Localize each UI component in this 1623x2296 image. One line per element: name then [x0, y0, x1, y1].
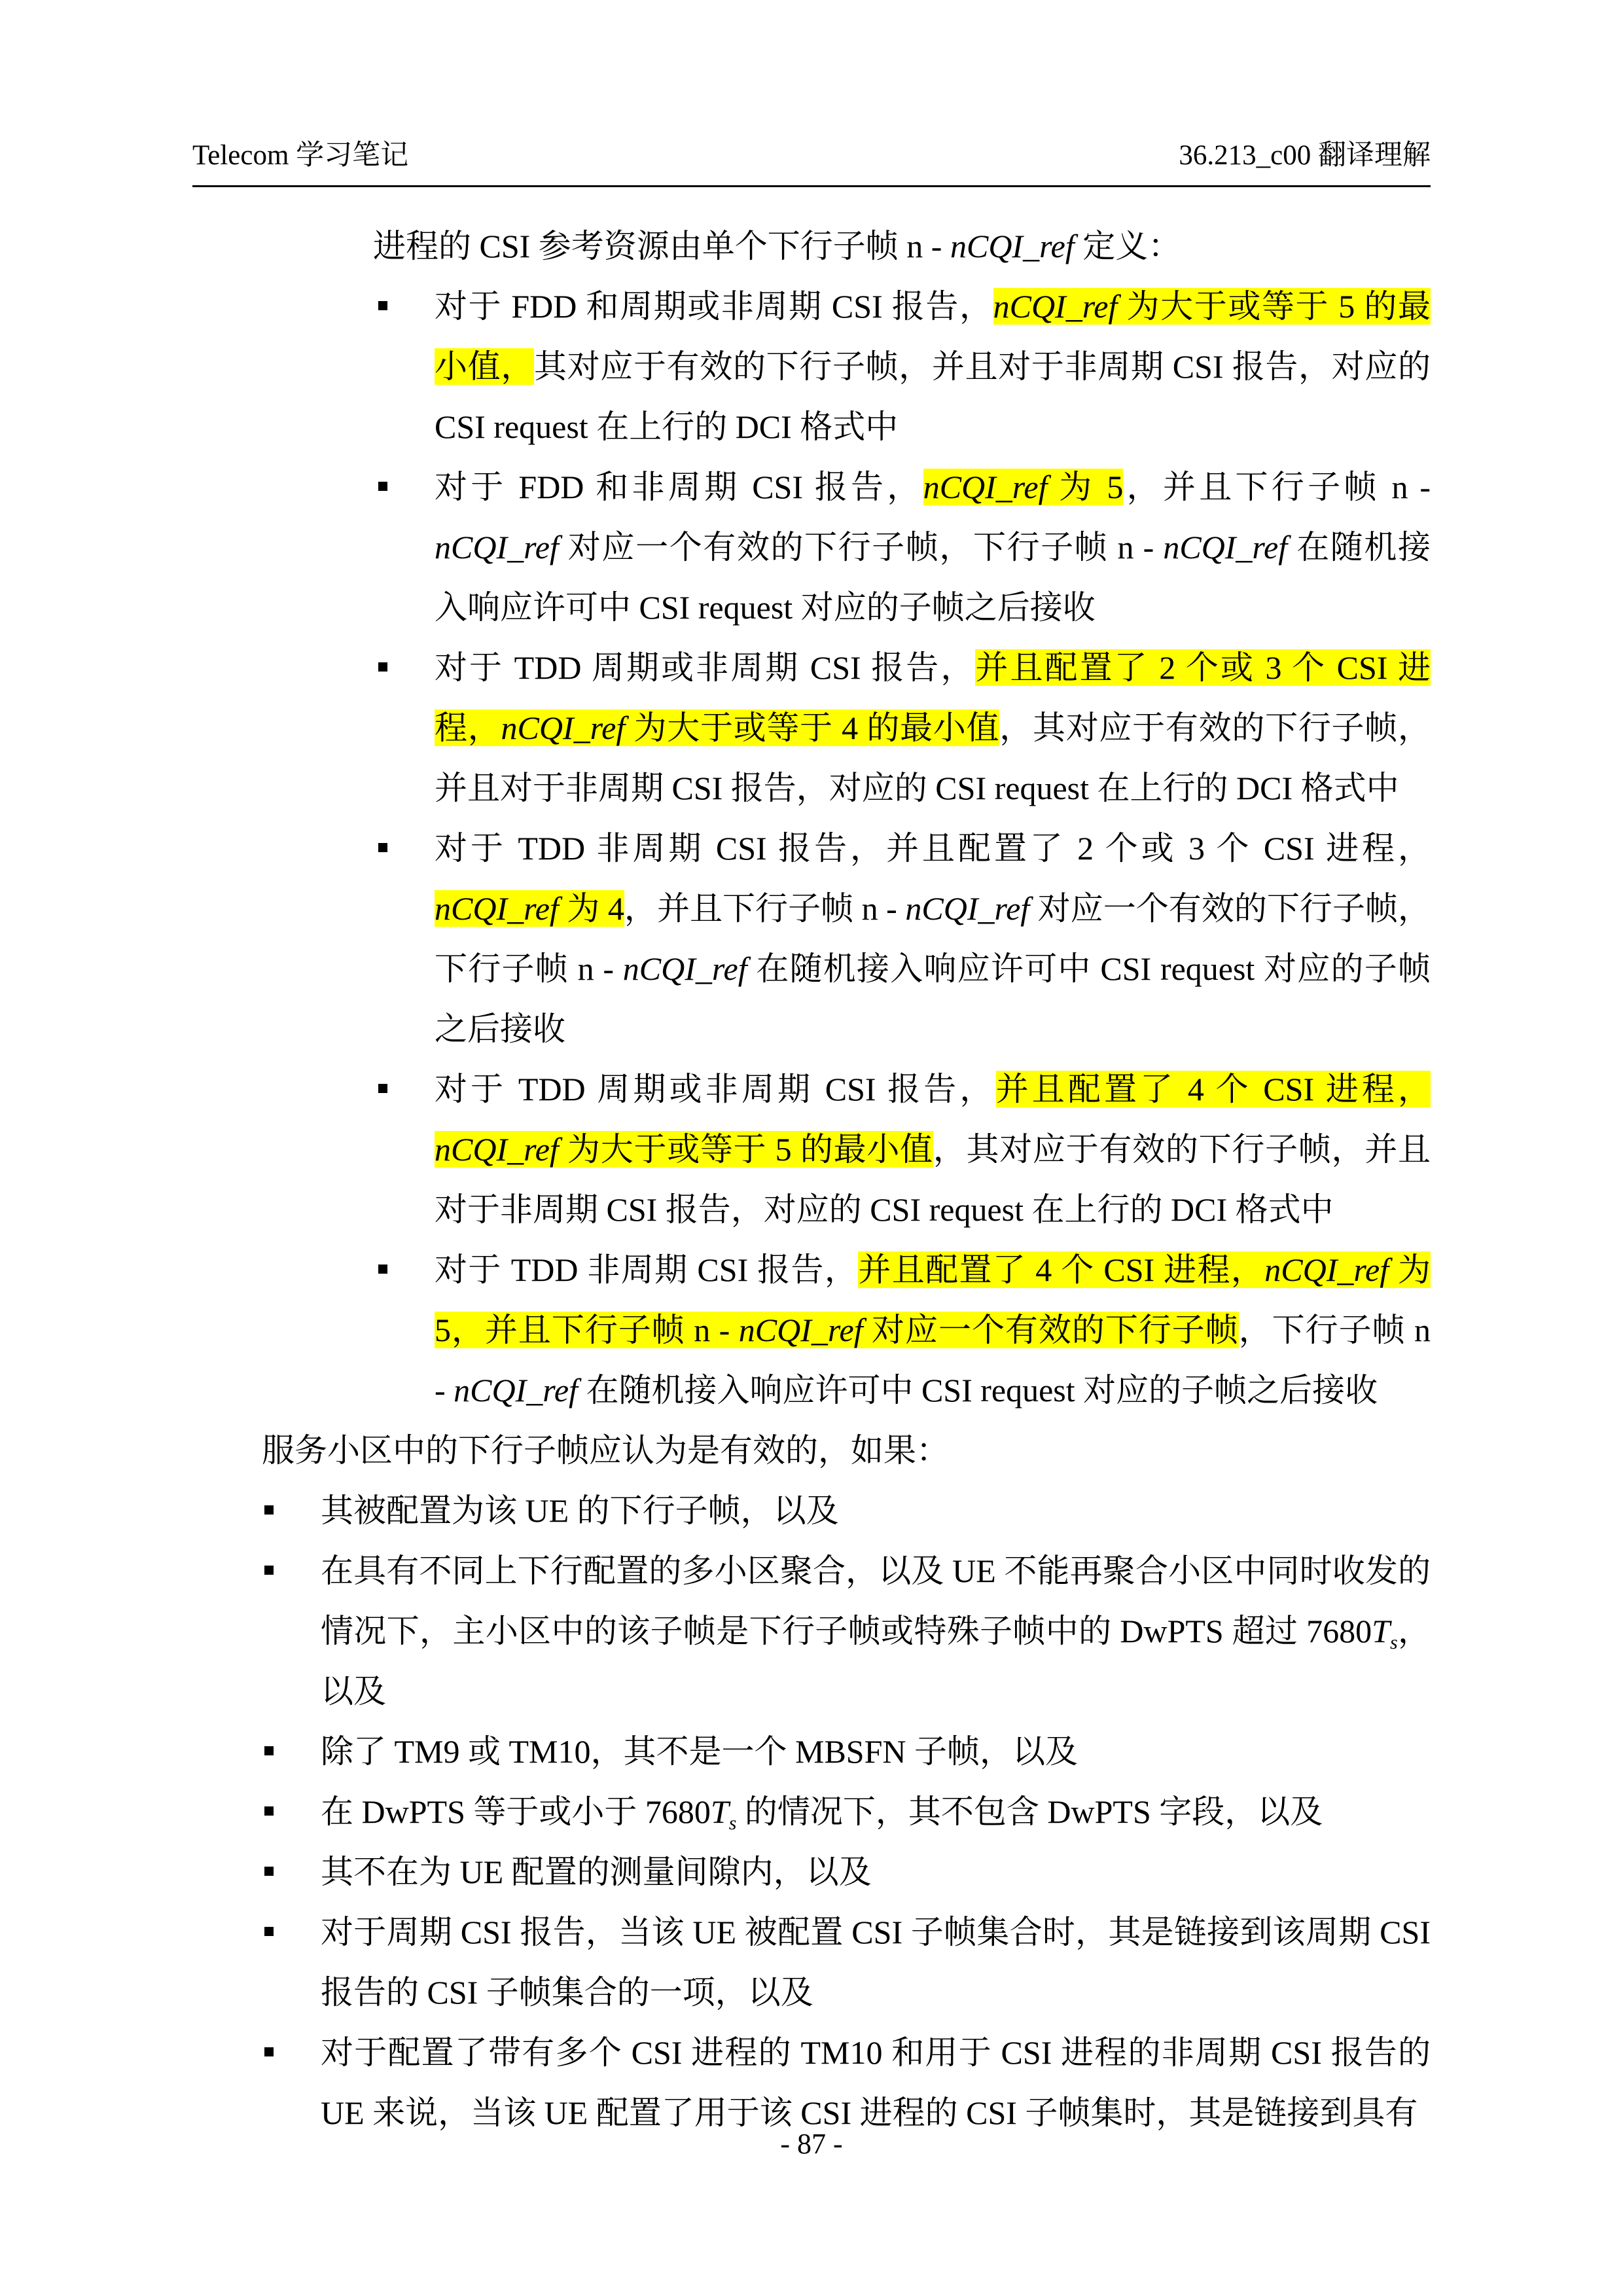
list-item [435, 818, 1431, 1059]
bullet-icon [264, 1505, 274, 1515]
list-item [435, 276, 1431, 457]
subscript: s [728, 1812, 737, 1834]
text: 对应一个有效的下行子帧，下行子帧 n - [435, 890, 1431, 987]
bullet-icon [264, 1927, 274, 1936]
text: 除了 TM9 或 TM10，其不是一个 MBSFN 子帧，以及 [321, 1733, 1079, 1770]
text: 对于 TDD 周期或非周期 CSI 报告， [435, 1071, 996, 1107]
list-item [321, 1541, 1431, 1721]
list-item [321, 2022, 1431, 2143]
text: 对于配置了带有多个 CSI 进程的 TM10 和用于 CSI 进程的非周期 CSI 报告的 UE 来说，当该 UE 配置了用于该 CSI 进程的 CSI 子帧集时，其是链接到具有 [321, 2034, 1431, 2131]
bullet-icon [378, 1084, 387, 1093]
list-item [321, 1902, 1431, 2022]
list-item [321, 1782, 1431, 1842]
header-left: Telecom 学习笔记 [192, 140, 409, 171]
intro-text: 进程的 CSI 参考资源由单个下行子帧 n - [373, 228, 950, 264]
text: 并且配置了 2 个或 3 个 CSI 进程， [435, 649, 1431, 746]
bullet-icon [264, 1746, 274, 1755]
text: ，并且下行子帧 n - [1123, 469, 1431, 505]
list-item [321, 1480, 1431, 1541]
variable: T [710, 1793, 729, 1830]
intro-paragraph [373, 216, 1431, 276]
highlight [923, 469, 1124, 505]
text: ，其对应于有效的下行子帧，并且对于非周期 CSI 报告，对应的 CSI request 在上行的 DCI 格式中 [435, 709, 1431, 806]
text: 为 5 [1047, 469, 1124, 505]
bullet-icon [378, 301, 387, 310]
variable: nCQI_ref [1264, 1251, 1389, 1288]
text: 对于 FDD 和周期或非周期 CSI 报告， [435, 288, 993, 325]
text: 对于 FDD 和非周期 CSI 报告， [435, 469, 923, 505]
variable: nCQI_ref [905, 890, 1030, 927]
variable: nCQI_ref [501, 709, 626, 746]
variable: nCQI_ref [435, 529, 559, 565]
text: 其不在为 UE 配置的测量间隙内，以及 [321, 1854, 872, 1890]
text: 为 5，并且下行子帧 n - [435, 1251, 1431, 1348]
section-intro: 服务小区中的下行子帧应认为是有效的，如果： [262, 1432, 949, 1469]
text: 在 DwPTS 等于或小于 7680 [321, 1793, 711, 1830]
page-header [192, 134, 1431, 187]
bullet-icon [264, 1867, 274, 1876]
variable: T [1372, 1613, 1390, 1649]
highlight [435, 890, 624, 927]
bullet-icon [264, 1566, 274, 1575]
text: 为大于或等于 5 的最小值 [558, 1131, 933, 1168]
bullet-icon [378, 482, 387, 491]
text: 在随机接入响应许可中 CSI request 对应的子帧之后接收 [435, 529, 1431, 626]
list-item [321, 1842, 1431, 1902]
text: 为大于或等于 5 的最小值， [435, 288, 1431, 385]
text: 其被配置为该 UE 的下行子帧，以及 [321, 1492, 839, 1529]
variable: nCQI_ref [435, 890, 559, 927]
text: 在随机接入响应许可中 CSI request 对应的子帧之后接收 [435, 950, 1431, 1047]
text: 对于 TDD 周期或非周期 CSI 报告， [435, 649, 976, 686]
text: 对于周期 CSI 报告，当该 UE 被配置 CSI 子帧集合时，其是链接到该周期 CSI 报告的 CSI 子帧集合的一项，以及 [321, 1914, 1431, 2011]
text: 为 4 [558, 890, 624, 927]
list-item [435, 1059, 1431, 1240]
text: 对于 TDD 非周期 CSI 报告，并且配置了 2 个或 3 个 CSI 进程， [435, 830, 1431, 867]
text: 对应一个有效的下行子帧 [863, 1312, 1239, 1348]
list-item [321, 1721, 1431, 1782]
text: 对应一个有效的下行子帧，下行子帧 n - [558, 529, 1164, 565]
bullet-list [262, 1480, 1431, 2143]
bullet-icon [378, 662, 387, 672]
variable: nCQI_ref [1163, 529, 1288, 565]
bullet-icon [378, 843, 387, 852]
text: 对于 TDD 非周期 CSI 报告， [435, 1251, 859, 1288]
subscript: s [1389, 1632, 1398, 1653]
text: ，并且下行子帧 n - [624, 890, 906, 927]
bullet-icon [378, 1265, 387, 1274]
text: 在具有不同上下行配置的多小区聚合，以及 UE 不能再聚合小区中同时收发的情况下，主小区中的该子帧是下行子帧或特殊子帧中的 DwPTS 超过 7680 [321, 1552, 1431, 1649]
list-item [435, 1240, 1431, 1420]
bullet-icon [264, 2047, 274, 2056]
text: 并且配置了 4 个 CSI 进程， [858, 1251, 1265, 1288]
intro-text: 定义： [1074, 228, 1181, 264]
variable: nCQI_ref [950, 228, 1075, 264]
text: 为大于或等于 4 的最小值 [625, 709, 1000, 746]
variable: nCQI_ref [435, 1131, 559, 1168]
text: 其对应于有效的下行子帧，并且对于非周期 CSI 报告，对应的 CSI request 在上行的 DCI 格式中 [435, 348, 1431, 445]
variable: nCQI_ref [923, 469, 1048, 505]
list-item [435, 637, 1431, 818]
text: 并且配置了 4 个 CSI 进程， [995, 1071, 1431, 1107]
page-number: - 87 - [780, 2128, 843, 2160]
variable: nCQI_ref [454, 1372, 578, 1408]
text: ，其对应于有效的下行子帧，并且对于非周期 CSI 报告，对应的 CSI request 在上行的 DCI 格式中 [435, 1131, 1431, 1228]
variable: nCQI_ref [738, 1312, 863, 1348]
list-item [435, 457, 1431, 637]
page-content [262, 216, 1431, 2143]
variable: nCQI_ref [993, 288, 1118, 325]
header-right: 36.213_c00 翻译理解 [1179, 140, 1431, 171]
variable: nCQI_ref [622, 950, 747, 987]
text: ，下行子帧 n - [435, 1312, 1431, 1408]
sub-bullet-list [262, 276, 1431, 1420]
text: 在随机接入响应许可中 CSI request 对应的子帧之后接收 [577, 1372, 1378, 1408]
bullet-icon [264, 1806, 274, 1816]
text: 的情况下，其不包含 DwPTS 字段，以及 [736, 1793, 1323, 1830]
text: ，以及 [321, 1613, 1431, 1710]
